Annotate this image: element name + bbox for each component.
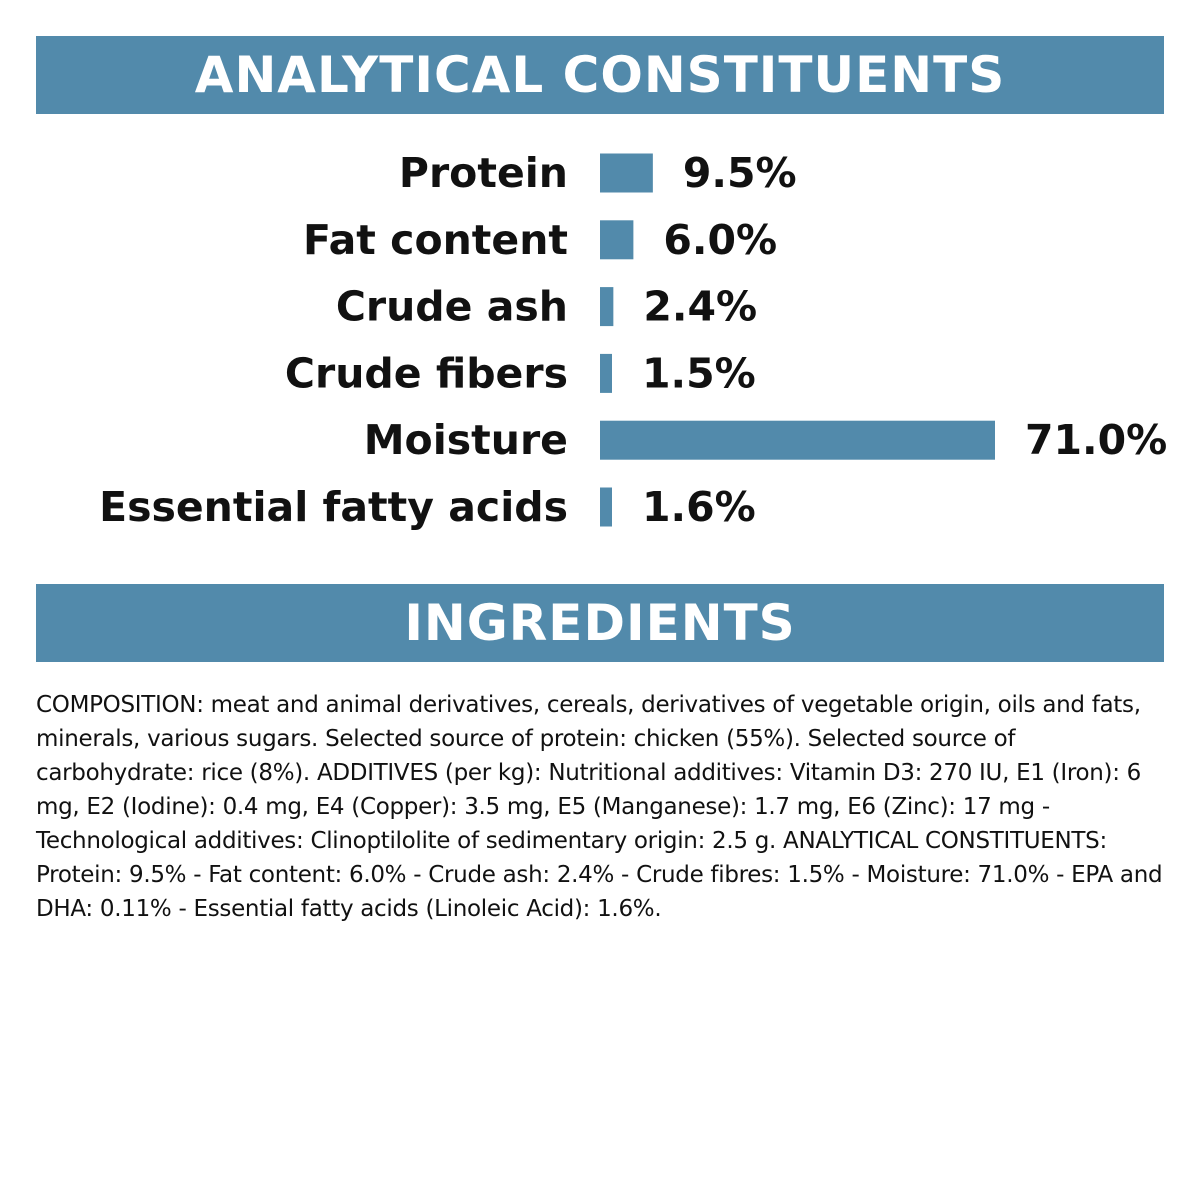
composition-text: COMPOSITION: meat and animal derivatives, cereals, derivatives of vegetable origin, oils and fats, minerals, various sugars. Selected source of protein: chicken (55%). Selected source of carbohydrate: rice (8%). ADDITIVES (per kg): Nutritional additives: Vitamin D3: 270 IU, E1 (Iron): 6 mg, E2 (Iodine): 0.4 mg, E4 (Copper): 3.5 mg, E5 (Manganese): 1.7 mg, E6 (Zinc): 17 mg - Technological additives: Clinoptilolite of sedimentary origin: 2.5 g. ANALYTICAL CONSTITUENTS: Protein: 9.5% - Fat content: 6.0% - Crude ash: 2.4% - Crude fibres: 1.5% - Moisture: 71.0% - EPA and DHA: 0.11% - Essential fatty acids (Linoleic Acid): 1.6%. bbox=[36, 692, 1163, 922]
analytical-constituents-header: ANALYTICAL CONSTITUENTS bbox=[36, 36, 1164, 114]
bar-crude-fibers bbox=[600, 354, 612, 393]
category-label-fat-content: Fat content bbox=[303, 215, 568, 264]
value-label-essential-fatty-acids: 1.6% bbox=[642, 483, 756, 531]
ingredients-header: INGREDIENTS bbox=[36, 584, 1164, 662]
bar-moisture bbox=[600, 421, 995, 460]
value-label-moisture: 71.0% bbox=[1025, 416, 1168, 465]
bar-fat-content bbox=[600, 220, 633, 259]
bar-protein bbox=[600, 154, 653, 193]
value-label-protein: 9.5% bbox=[682, 149, 797, 197]
value-label-crude-ash: 2.4% bbox=[643, 282, 758, 331]
category-label-essential-fatty-acids: Essential fatty acids bbox=[99, 483, 568, 531]
value-label-crude-fibers: 1.5% bbox=[642, 349, 756, 398]
category-label-protein: Protein bbox=[398, 149, 568, 197]
bar-crude-ash bbox=[600, 287, 613, 326]
category-label-crude-ash: Crude ash bbox=[335, 282, 568, 331]
category-label-moisture: Moisture bbox=[363, 416, 568, 465]
value-label-fat-content: 6.0% bbox=[663, 215, 778, 264]
constituents-bar-chart bbox=[0, 130, 1200, 550]
bar-essential-fatty-acids bbox=[600, 488, 612, 527]
category-label-crude-fibers: Crude fibers bbox=[284, 349, 568, 398]
